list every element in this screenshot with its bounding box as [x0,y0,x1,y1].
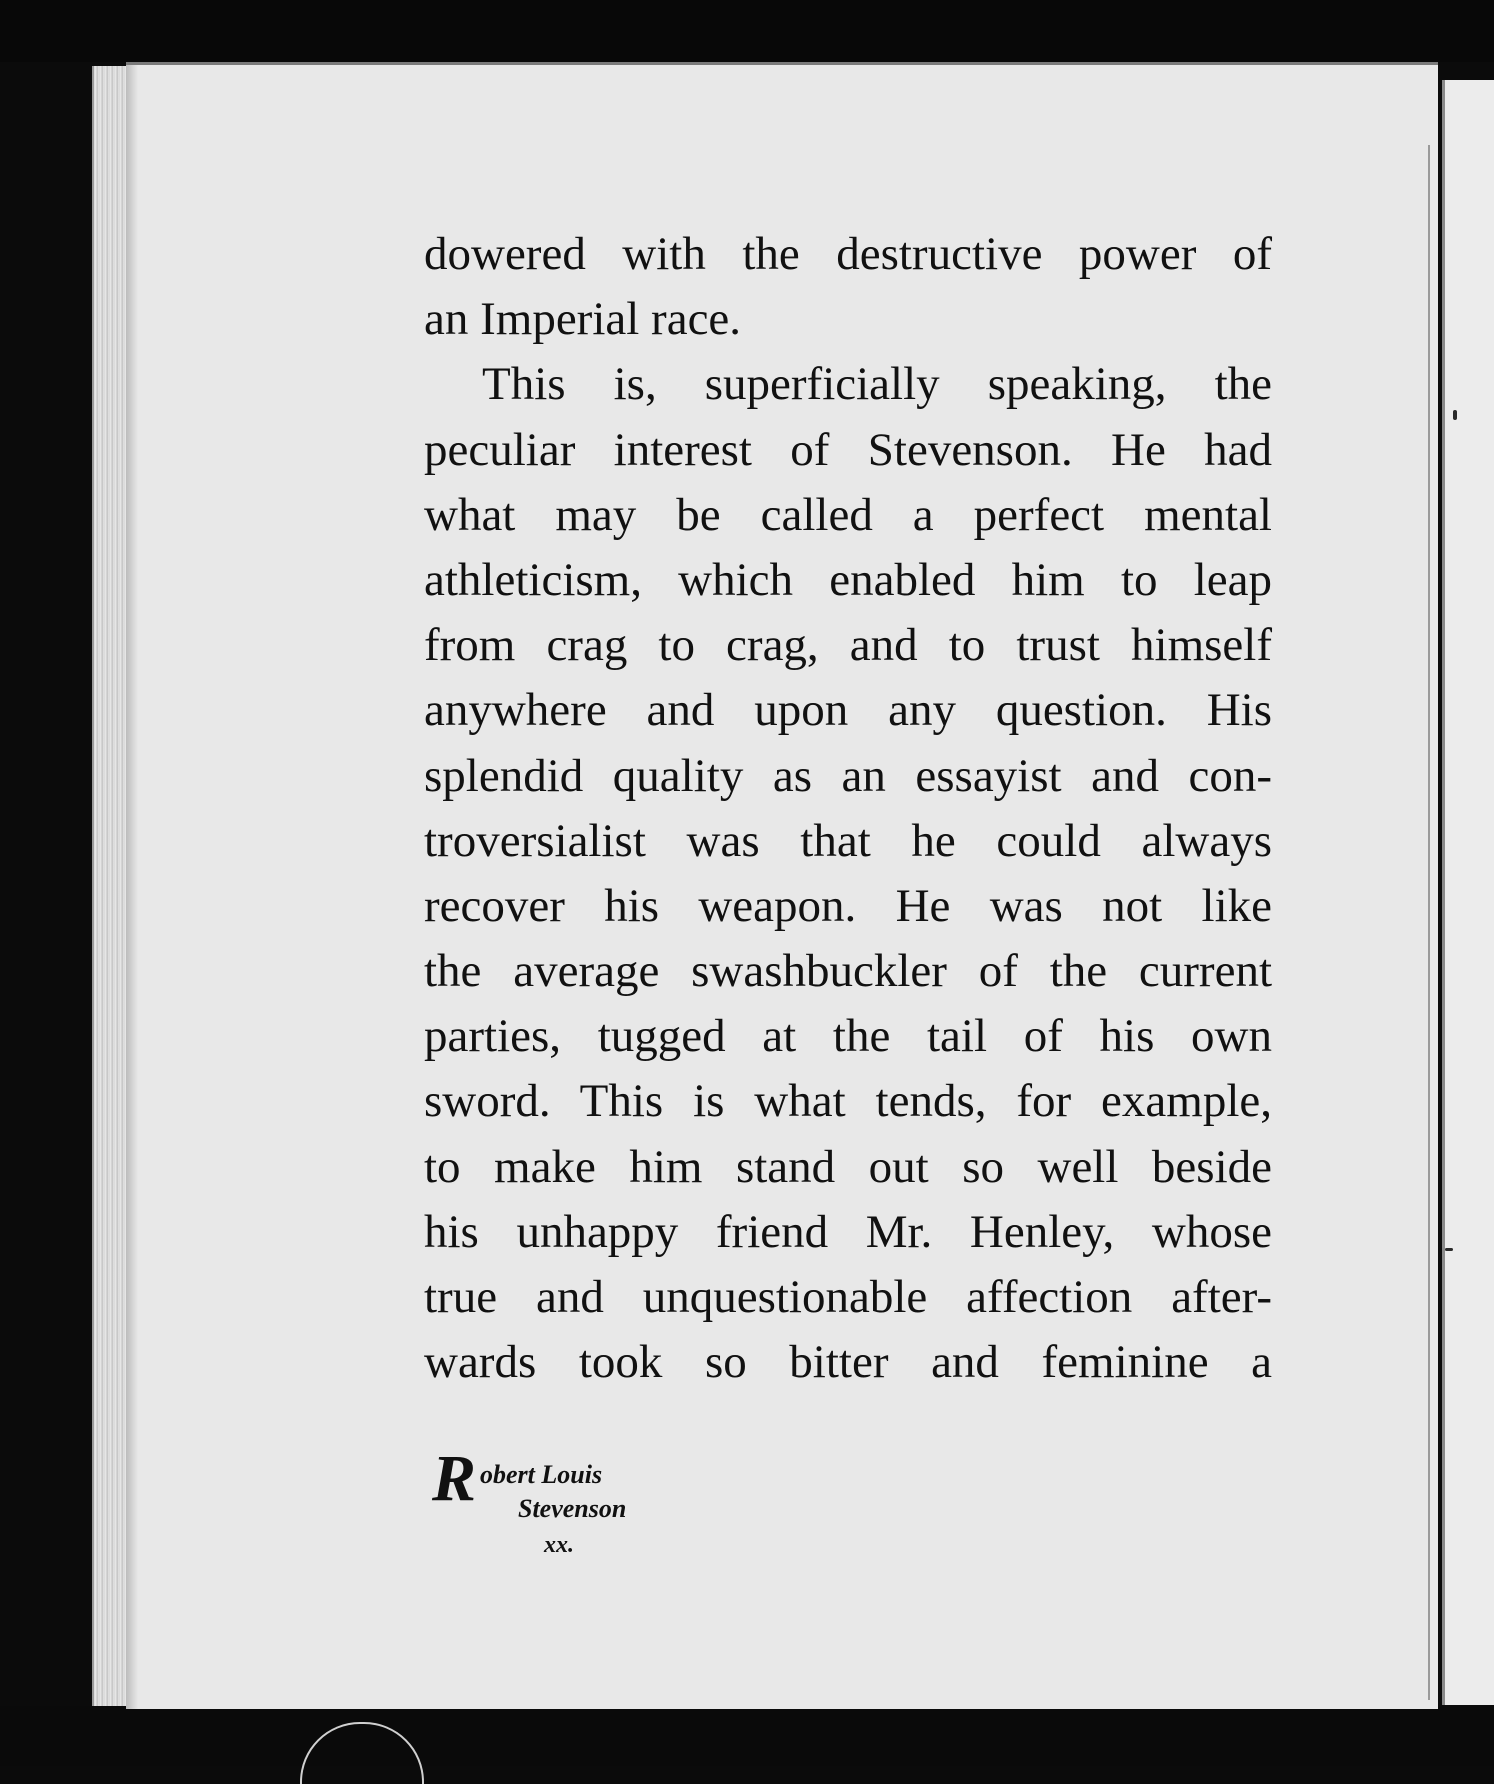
text-line: true and unquestionable affection after- [424,1271,1272,1323]
text-line: from crag to crag, and to trust himself [424,619,1272,672]
text-line: what may be called a perfect mental [424,488,1272,541]
text-line: This is, superficially speaking, the [482,358,1272,411]
body-text [424,222,1272,1395]
text-line: splendid quality as an essayist and con- [424,749,1272,802]
text-line: athleticism, which enabled him to leap [424,553,1272,606]
footer-author-last: Stevenson [518,1494,627,1523]
text-line: troversialist was that he could always [424,814,1272,867]
page-number: xx. [544,1532,574,1558]
ink-speck [1453,410,1457,420]
text-line: the average swashbuckler of the current [424,945,1272,998]
footer-initial: R [432,1442,477,1515]
gutter-line [1428,145,1430,1700]
text-line: peculiar interest of Stevenson. He had [424,423,1272,476]
text-line: sword. This is what tends, for example, [424,1075,1272,1128]
page-shadow [126,65,138,1709]
text-line: to make him stand out so well beside [424,1140,1272,1193]
text-line: anywhere and upon any question. His [424,684,1272,737]
text-line: dowered with the destructive power of [424,228,1272,280]
footer-author-first: obert Louis [480,1460,603,1489]
running-footer [432,1442,672,1572]
scan-background-bottom [0,1706,1494,1766]
text-line: his unhappy friend Mr. Henley, whose [424,1205,1272,1258]
scan-background-top [0,0,1494,62]
text-line: parties, tugged at the tail of his own [424,1010,1272,1063]
ink-speck [1445,1248,1453,1251]
facing-page-edge [1442,80,1494,1705]
text-line: wards took so bitter and feminine a [424,1336,1272,1389]
text-line: an Imperial race. [424,293,742,346]
text-line: recover his weapon. He was not like [424,879,1272,932]
